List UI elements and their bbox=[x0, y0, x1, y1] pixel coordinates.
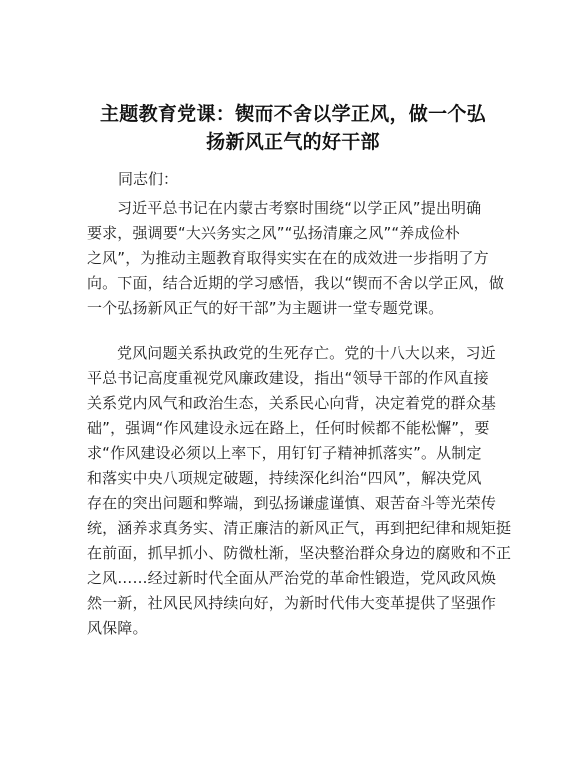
text-line: 党风问题关系执政党的生死存亡。党的十八大以来，习近 bbox=[117, 344, 496, 362]
text-line: 向。下面，结合近期的学习感悟，我以“锲而不舍以学正风，做 bbox=[87, 274, 504, 292]
text-line: 关系党内风气和政治生态，关系民心向背，决定着党的群众基 bbox=[87, 394, 497, 412]
text-line: 求“作风建设必须以上率下，用钉钉子精神抓落实”。从制定 bbox=[87, 444, 482, 462]
text-line: 在前面，抓早抓小、防微杜渐，坚决整治群众身边的腐败和不正 bbox=[87, 544, 512, 562]
text-line: 习近平总书记在内蒙古考察时围绕“以学正风”提出明确 bbox=[117, 199, 482, 217]
text-line: 础”，强调“作风建设永远在路上，任何时候都不能松懈”，要 bbox=[87, 419, 490, 437]
paragraph-1 bbox=[87, 196, 505, 321]
text-line: 然一新，社风民风持续向好，为新时代伟大变革提供了坚强作 bbox=[87, 594, 497, 612]
title-line: 主题教育党课：锲而不舍以学正风，做一个弘 bbox=[99, 103, 486, 125]
text-line: 之风……经过新时代全面从严治党的革命性锻造，党风政风焕 bbox=[87, 569, 497, 587]
text-line: 风保障。 bbox=[87, 619, 148, 637]
text-line: 要求，强调要“大兴务实之风”“弘扬清廉之风”“养成俭朴 bbox=[87, 224, 460, 242]
document-title bbox=[78, 100, 508, 156]
text-line: 平总书记高度重视党风廉政建设，指出“领导干部的作风直接 bbox=[87, 369, 489, 387]
text-line: 一个弘扬新风正气的好干部”为主题讲一堂专题党课。 bbox=[87, 299, 444, 317]
title-line: 扬新风正气的好干部 bbox=[206, 131, 380, 153]
text-line: 之风”，为推动主题教育取得实实在在的成效进一步指明了方 bbox=[87, 249, 489, 267]
text-line: 和落实中央八项规定破题，持续深化纠治“四风”，解决党风 bbox=[87, 469, 482, 487]
greeting: 同志们： bbox=[118, 170, 179, 188]
paragraph-2 bbox=[87, 341, 512, 641]
text-line: 存在的突出问题和弊端，到弘扬谦虚谨慎、艰苦奋斗等光荣传 bbox=[87, 494, 497, 512]
text-line: 统，涵养求真务实、清正廉洁的新风正气，再到把纪律和规矩挺 bbox=[87, 519, 512, 537]
